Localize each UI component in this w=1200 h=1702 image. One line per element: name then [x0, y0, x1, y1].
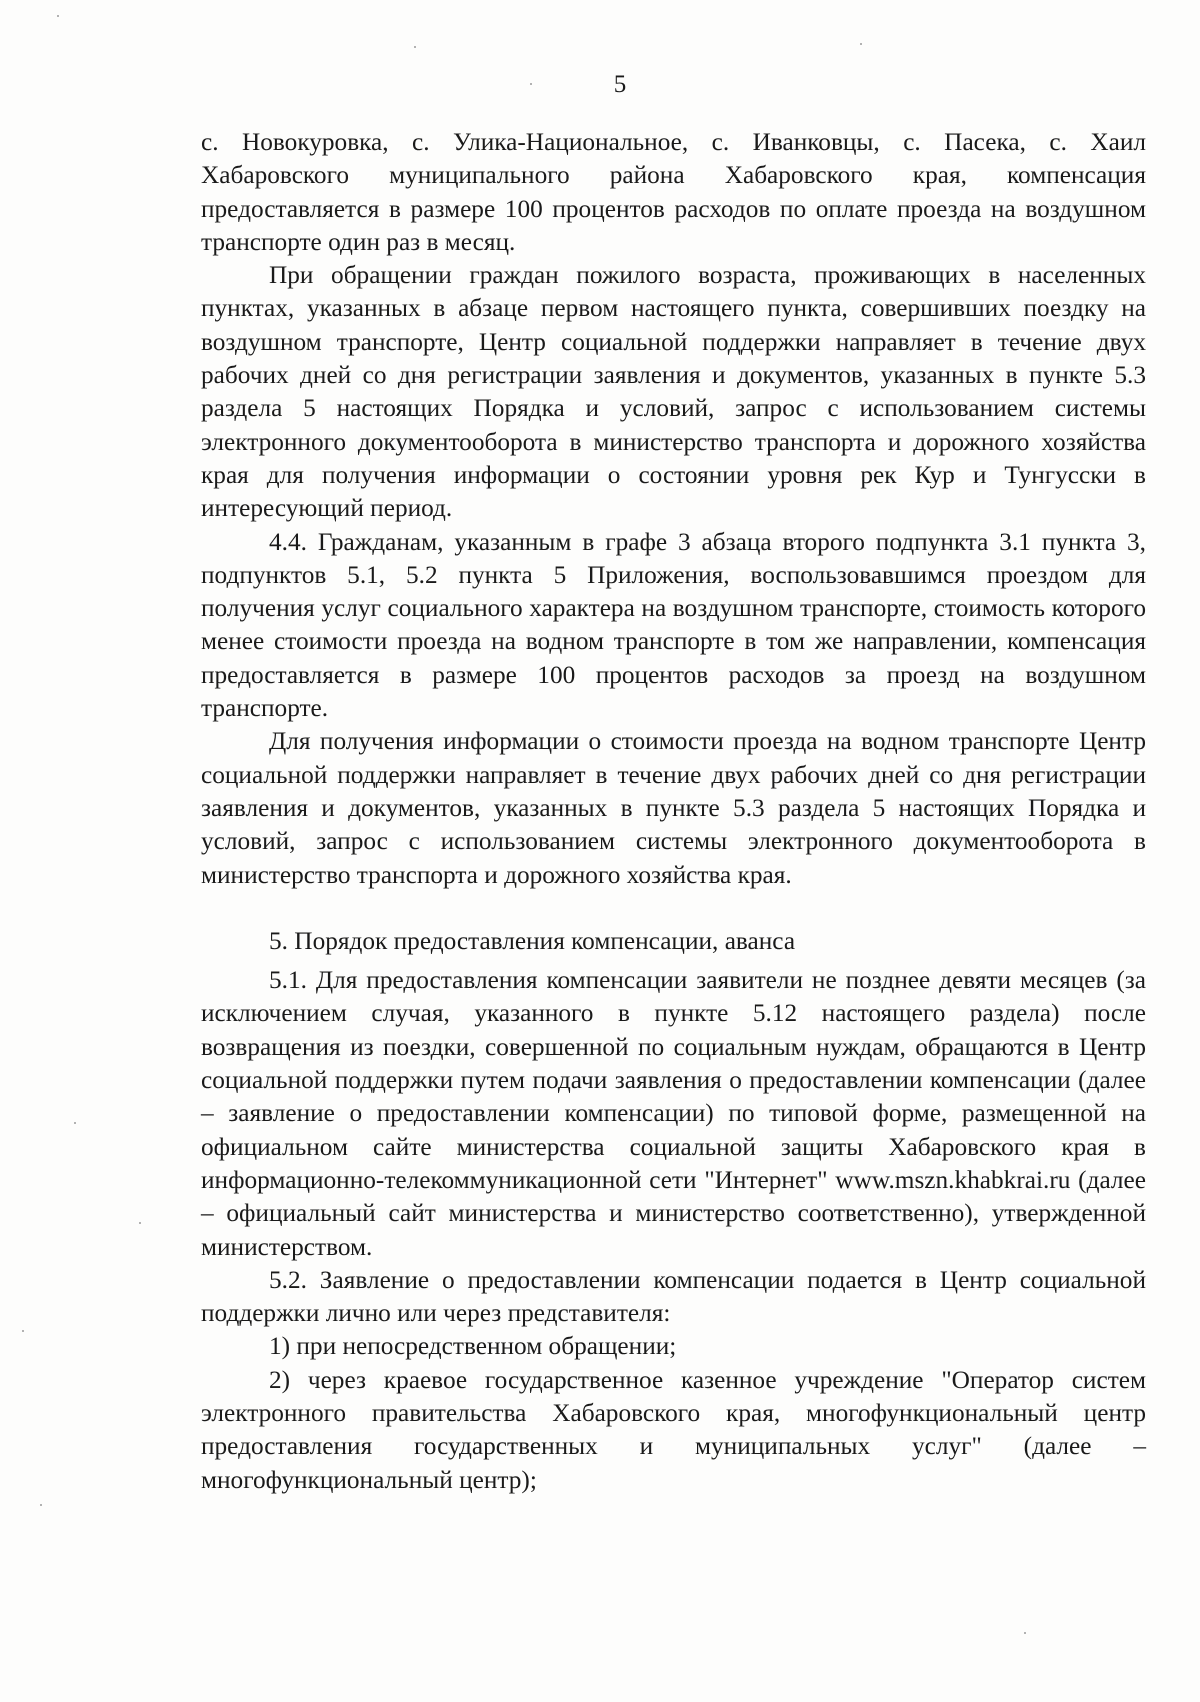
paragraph-clause-4-4: 4.4. Гражданам, указанным в графе 3 абзаца второго подпункта 3.1 пункта 3, подпунктов 5.1, 5.2 пункта 5 Приложения, воспользовавшимся проездом для получения услуг социального характера на воздушном транспорте, стоимость которого менее стоимости проезда на водном транспорте в том же направлении, компенсация предоставляется в размере 100 процентов расходов за проезд на воздушном транспорте.	[201, 527, 1146, 723]
scan-speck	[1024, 1632, 1026, 1634]
page-number: 5	[613, 71, 627, 98]
section-heading-5: 5. Порядок предоставления компенсации, аванса	[269, 926, 796, 955]
scan-speck	[57, 15, 59, 17]
paragraph-settlements-compensation: с. Новокуровка, с. Улика-Национальное, с. Иванковцы, с. Пасека, с. Хаил Хабаровского муниципального района Хабаровского края, компенсация предоставляется в размере 100 процентов расходов по оплате проезда на воздушном транспорте один раз в месяц.	[201, 128, 1146, 256]
list-item-1: 1) при непосредственном обращении;	[269, 1332, 677, 1361]
paragraph-clause-5-1: 5.1. Для предоставления компенсации заявители не позднее девяти месяцев (за исключением случая, указанного в пункте 5.12 настоящего раздела) после возвращения из поездки, совершенной по социальным нуждам, обращаются в Центр социальной поддержки путем подачи заявления о предоставлении компенсации (далее – заявление о предоставлении компенсации) по типовой форме, размещенной на официальном сайте министерства социальной защиты Хабаровского края в информационно-телекоммуникационной сети "Интернет" www.mszn.khabkrai.ru (далее – официальный сайт министерства и министерство соответственно), утвержденной министерством.	[201, 966, 1146, 1261]
paragraph-elderly-request: При обращении граждан пожилого возраста, проживающих в населенных пунктах, указанных в абзаце первом настоящего пункта, совершивших поездку на воздушном транспорте, Центр социальной поддержки направляет в течение двух рабочих дней со дня регистрации заявления и документов, указанных в пункте 5.3 раздела 5 настоящих Порядка и условий, запрос с использованием системы электронного документооборота в министерство транспорта и дорожного хозяйства края для получения информации о состоянии уровня рек Кур и Тунгусски в интересующий период.	[201, 261, 1146, 523]
paragraph-clause-5-2: 5.2. Заявление о предоставлении компенсации подается в Центр социальной поддержки лично или через представителя:	[201, 1265, 1146, 1328]
document-body	[201, 126, 1146, 1497]
scan-speck	[74, 1122, 76, 1124]
scan-speck	[139, 1222, 141, 1224]
scan-speck	[860, 43, 862, 45]
scan-speck	[414, 46, 416, 48]
scan-speck	[22, 1330, 24, 1332]
scan-speck	[40, 1504, 42, 1506]
list-item-2: 2) через краевое государственное казенное учреждение "Оператор систем электронного правительства Хабаровского края, многофункциональный центр предоставления государственных и муниципальных услуг" (далее – многофункциональный центр);	[201, 1365, 1146, 1494]
paragraph-water-transport-info: Для получения информации о стоимости проезда на водном транспорте Центр социальной поддержки направляет в течение двух рабочих дней со дня регистрации заявления и документов, указанных в пункте 5.3 раздела 5 настоящих Порядка и условий, запрос с использованием системы электронного документооборота в министерство транспорта и дорожного хозяйства края.	[201, 727, 1146, 889]
